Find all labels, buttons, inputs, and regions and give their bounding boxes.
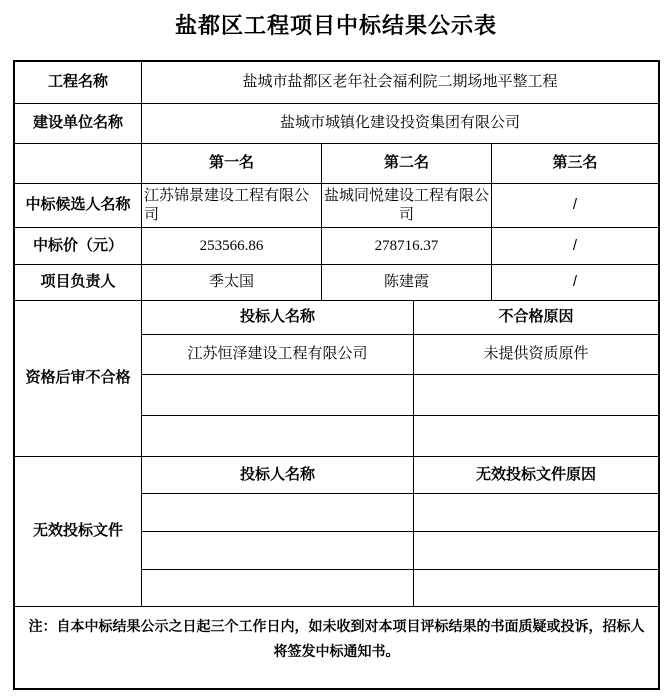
invalid-label: 无效投标文件 xyxy=(15,457,142,607)
price-second: 278716.37 xyxy=(322,228,492,265)
owner-label: 建设单位名称 xyxy=(15,104,142,144)
price-label: 中标价（元） xyxy=(15,228,142,265)
rank-header-second: 第二名 xyxy=(322,144,492,184)
manager-second: 陈建霞 xyxy=(322,265,492,301)
unqualified-reason-header: 不合格原因 xyxy=(414,301,658,335)
candidate-label: 中标候选人名称 xyxy=(15,184,142,228)
bid-result-table xyxy=(13,60,660,690)
invalid-bidder-header: 投标人名称 xyxy=(142,457,414,494)
project-name-label: 工程名称 xyxy=(15,62,142,104)
manager-third: / xyxy=(492,265,658,301)
section-invalid-bids xyxy=(15,457,658,607)
manager-first: 季太国 xyxy=(142,265,322,301)
price-first: 253566.86 xyxy=(142,228,322,265)
unqualified-reason-cell xyxy=(414,375,658,416)
invalid-reason-header: 无效投标文件原因 xyxy=(414,457,658,494)
section-unqualified xyxy=(15,301,658,457)
section-project-info xyxy=(15,62,658,301)
rank-header-first: 第一名 xyxy=(142,144,322,184)
invalid-reason-cell xyxy=(414,494,658,532)
invalid-bidder-cell xyxy=(142,570,414,607)
footer-note: 注：自本中标结果公示之日起三个工作日内，如未收到对本项目评标结果的书面质疑或投诉，招标人将签发中标通知书。 xyxy=(28,618,645,659)
unqualified-bidder-cell xyxy=(142,416,414,457)
candidate-second: 盐城同悦建设工程有限公司 xyxy=(322,184,492,228)
rank-header-blank-cell xyxy=(15,144,142,184)
unqualified-bidder-cell: 江苏恒泽建设工程有限公司 xyxy=(142,335,414,375)
unqualified-label: 资格后审不合格 xyxy=(15,301,142,457)
invalid-bidder-cell xyxy=(142,532,414,570)
invalid-reason-cell xyxy=(414,570,658,607)
manager-label: 项目负责人 xyxy=(15,265,142,301)
project-name-value: 盐城市盐都区老年社会福利院二期场地平整工程 xyxy=(142,62,658,104)
unqualified-reason-cell xyxy=(414,416,658,457)
rank-header-third: 第三名 xyxy=(492,144,658,184)
candidate-third: / xyxy=(492,184,658,228)
candidate-first: 江苏锦景建设工程有限公司 xyxy=(142,184,322,228)
unqualified-reason-cell: 未提供资质原件 xyxy=(414,335,658,375)
page-title: 盐都区工程项目中标结果公示表 xyxy=(174,13,497,38)
unqualified-bidder-header: 投标人名称 xyxy=(142,301,414,335)
invalid-bidder-cell xyxy=(142,494,414,532)
invalid-reason-cell xyxy=(414,532,658,570)
owner-value: 盐城市城镇化建设投资集团有限公司 xyxy=(142,104,658,144)
price-third: / xyxy=(492,228,658,265)
unqualified-bidder-cell xyxy=(142,375,414,416)
